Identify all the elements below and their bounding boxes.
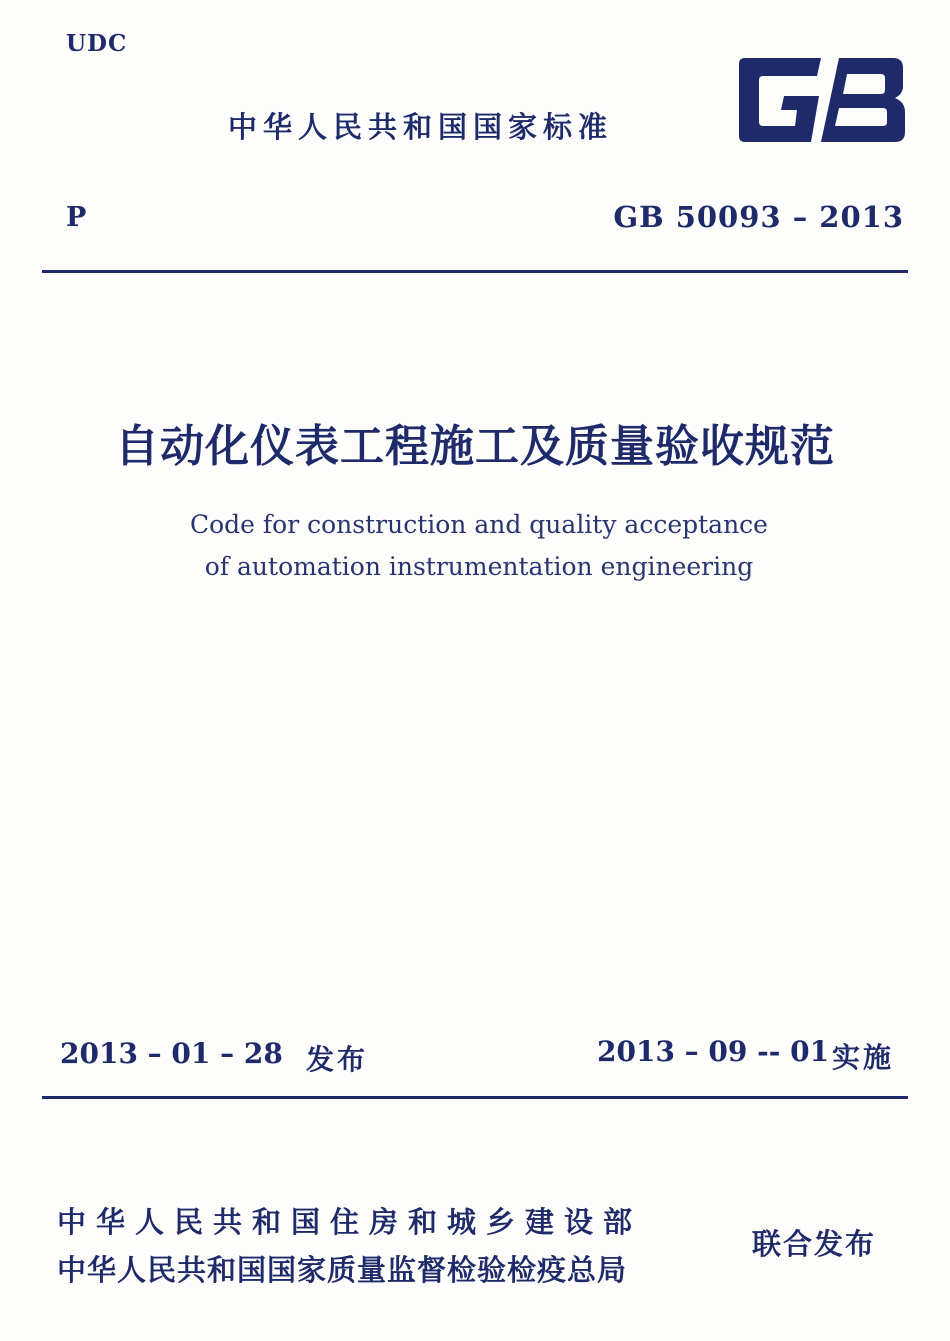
title-english-line-1: Code for construction and quality acceptance [190,510,768,539]
implementation-label: 实施 [832,1041,895,1074]
issue-date: 2013 – 01 – 28 [60,1037,283,1070]
title-english-line-2: of automation instrumentation engineering [204,552,754,581]
issuer-ministry-housing: 中华人民共和国住房和城乡建设部 [57,1205,643,1239]
national-standard-heading: 中华人民共和国国家标准 [228,110,614,144]
gb-logo [733,54,908,149]
category-letter: P [66,202,87,233]
udc-label: UDC [66,30,128,57]
title-chinese: 自动化仪表工程施工及质量验收规范 [115,421,835,472]
bottom-divider [42,1096,908,1099]
implementation-date: 2013 – 09 -- 01 [597,1035,830,1068]
top-divider [42,270,908,273]
joint-issue-label: 联合发布 [752,1227,877,1261]
standard-number: GB 50093 – 2013 [613,200,904,234]
issue-label: 发布 [306,1043,369,1076]
issuer-quality-supervision: 中华人民共和国国家质量监督检验检疫总局 [57,1253,628,1287]
